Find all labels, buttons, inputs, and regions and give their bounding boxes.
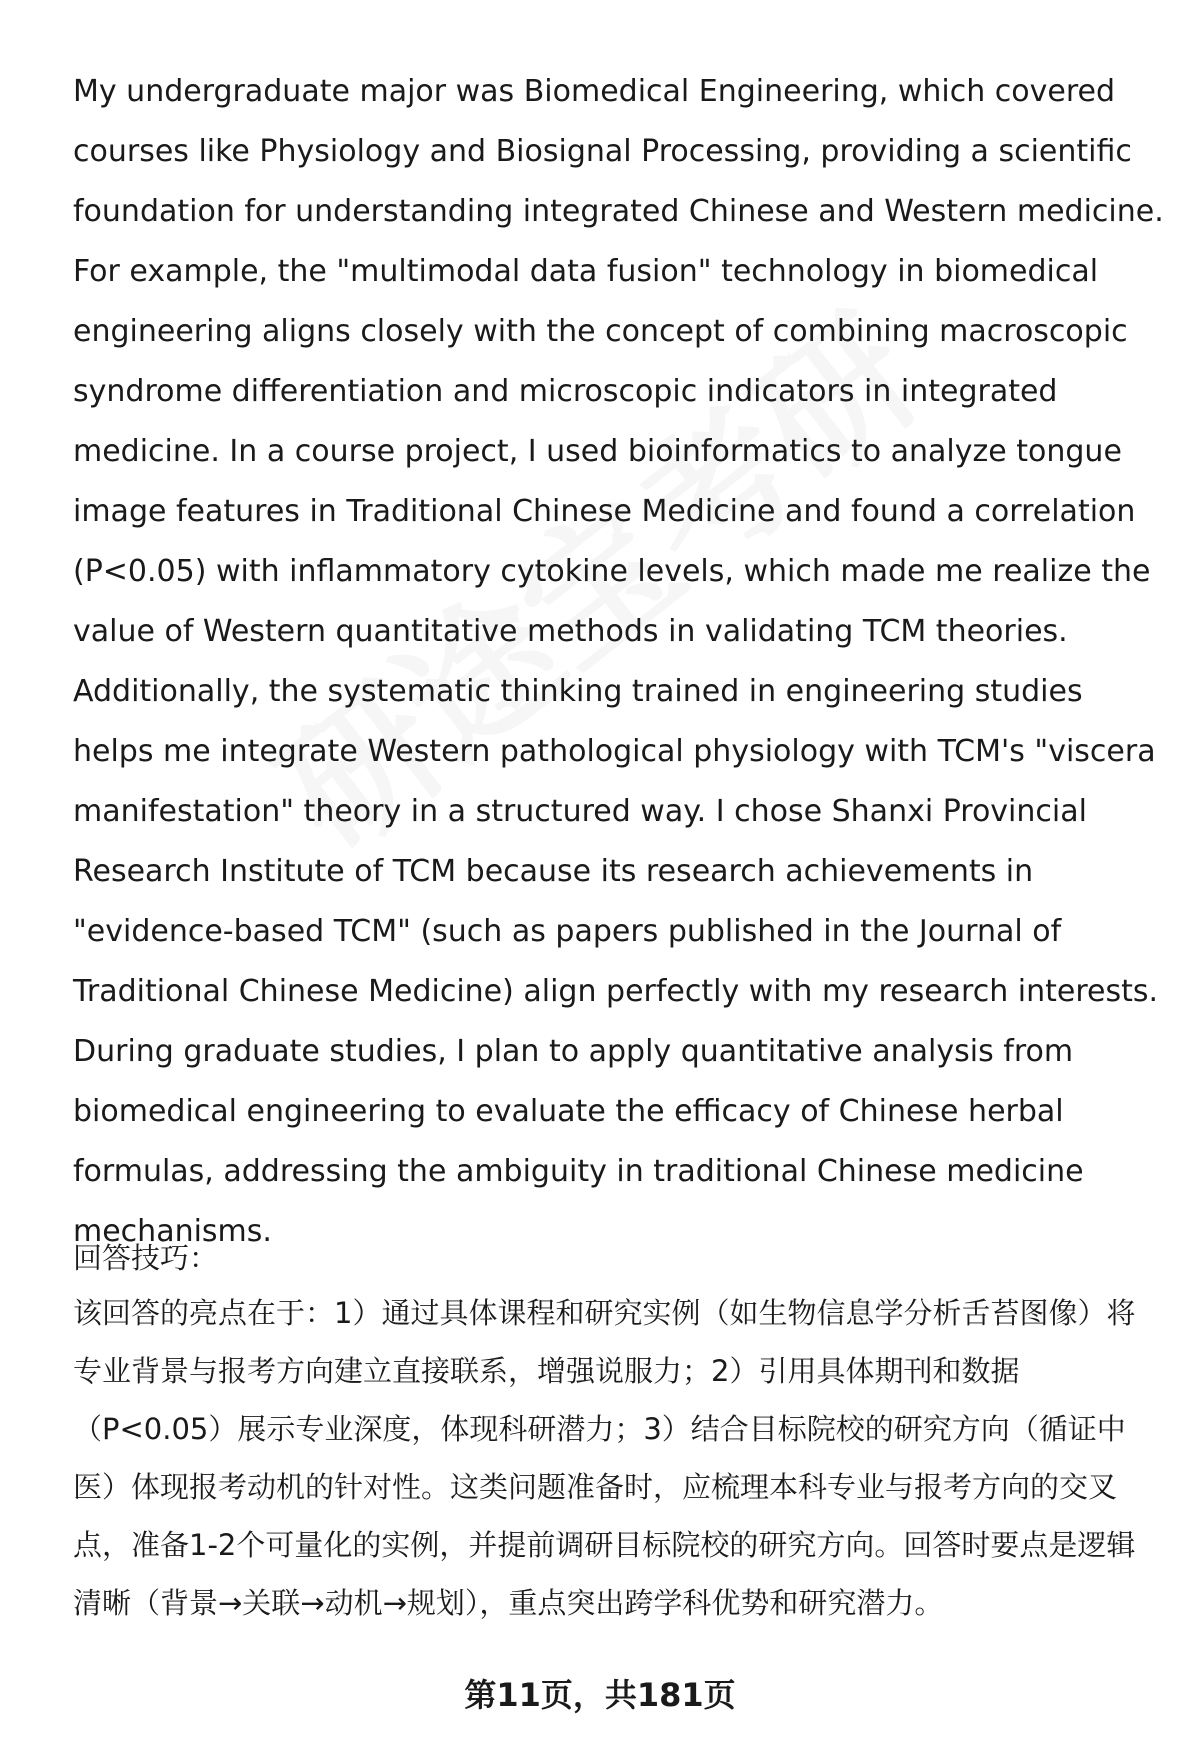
tips-heading: 回答技巧： [73,1241,219,1275]
page-number-footer: 第11页，共181页 [464,1676,736,1714]
answer-paragraph: My undergraduate major was Biomedical Engineering, which covered courses like Physiology and Biosignal Processing, providing a scientific foundation for understanding integrated Chinese and Western medicine. For example, the "multimodal data fusion" technology in biomedical engineering aligns closely with the concept of combining macroscopic syndrome differentiation and microscopic indicators in integrated medicine. In a course project, I used bioinformatics to analyze tongue image features in Traditional Chinese Medicine and found a correlation (P<0.05) with inflammatory cytokine levels, which made me realize the value of Western quantitative methods in validating TCM theories. Additionally, the systematic thinking trained in engineering studies helps me integrate Western pathological physiology with TCM's "viscera manifestation" theory in a structured way. I chose Shanxi Provincial Research Institute of TCM because its research achievements in "evidence-based TCM" (such as papers published in the Journal of Traditional Chinese Medicine) align perfectly with my research interests. During graduate studies, I plan to apply quantitative analysis from biomedical engineering to evaluate the efficacy of Chinese herbal formulas, addressing the ambiguity in traditional Chinese medicine mechanisms. [73,74,1164,1249]
tips-paragraph: 该回答的亮点在于：1）通过具体课程和研究实例（如生物信息学分析舌苔图像）将专业背景与报考方向建立直接联系，增强说服力；2）引用具体期刊和数据（P<0.05）展示专业深度，体现科研潜力；3）结合目标院校的研究方向（循证中医）体现报考动机的针对性。这类问题准备时，应梳理本科专业与报考方向的交叉点，准备1-2个可量化的实例，并提前调研目标院校的研究方向。回答时要点是逻辑清晰（背景→关联→动机→规划），重点突出跨学科优势和研究潜力。 [73,1296,1136,1620]
